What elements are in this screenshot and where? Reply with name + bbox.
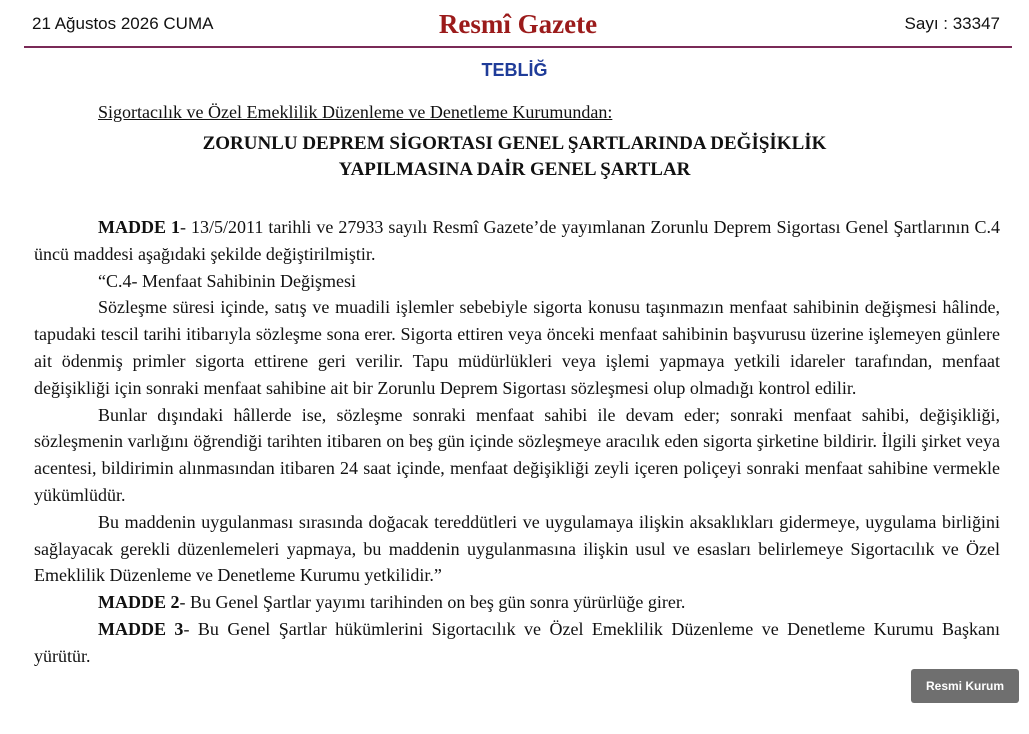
publication-date: 21 Ağustos 2026 CUMA bbox=[32, 14, 214, 33]
section-heading: TEBLİĞ bbox=[481, 60, 548, 80]
article-2-label: MADDE 2 bbox=[98, 592, 180, 613]
gazette-title: Resmî Gazete bbox=[438, 9, 598, 39]
issue-number: Sayı : 33347 bbox=[904, 14, 1000, 33]
article-3-label: MADDE 3 bbox=[98, 618, 184, 639]
article-1-text: - 13/5/2011 tarihli ve 27933 sayılı Resmî Gazete’de yayımlanan Zorunlu Deprem Sigortası Genel Şartlarının C.4 üncü maddesi aşağıdaki şekilde değiştirilmiştir. bbox=[34, 217, 1000, 264]
article-1-label: MADDE 1 bbox=[98, 217, 181, 237]
c4-paragraph-2: Bunlar dışındaki hâllerde ise, sözleşme sonraki menfaat sahibi ile devam eder; sonraki menfaat sahibi, değişikliği, sözleşmenin varlığını öğrendiği tarihten itibaren on beş gün içinde sözleşmeye aracılık eden sigorta şirketine bildirir. İlgili şirket veya acentesi, bildirimin alınmasından itibaren 24 saat içinde, menfaat değişikliği zeyli içeren poliçeyi sonraki menfaat sahibine vermekle yükümlüdür. bbox=[34, 404, 1000, 505]
article-3 bbox=[34, 616, 1000, 670]
article-2 bbox=[34, 589, 1000, 616]
issuing-authority: Sigortacılık ve Özel Emeklilik Düzenleme ve Denetleme Kurumundan: bbox=[98, 102, 613, 122]
c4-paragraph-3: Bu maddenin uygulanması sırasında doğacak tereddütleri ve uygulamaya ilişkin aksaklıkları gidermeye, uygulama birliğini sağlayacak gerekli düzenlemeleri yapmaya, bu maddenin uygulanmasına ilişkin usul ve esasları belirlemeye Sigortacılık ve Özel Emeklilik Düzenleme ve Denetleme Kurumu yetkilidir.” bbox=[34, 511, 1000, 586]
official-institution-badge[interactable]: Resmi Kurum bbox=[911, 669, 1019, 703]
document-body bbox=[34, 214, 1000, 670]
article-3-text: - Bu Genel Şartlar hükümlerini Sigortacılık ve Özel Emeklilik Düzenleme ve Denetleme Kurumu Başkanı yürütür. bbox=[34, 618, 1000, 666]
document-title bbox=[0, 131, 1029, 183]
document-title-line1: ZORUNLU DEPREM SİGORTASI GENEL ŞARTLARINDA DEĞİŞİKLİK bbox=[202, 133, 827, 154]
c4-paragraph-1: Sözleşme süresi içinde, satış ve muadili işlemler sebebiyle sigorta konusu taşınmazın menfaat sahibinin değişmesi hâlinde, tapudaki tescil tarihi itibarıyla sözleşme sona erer. Sigorta ettiren veya önceki menfaat sahibinin başvurusu üzerine işlemeyen günlere ait ödenmiş primler sigorta ettirene geri verilir. Tapu müdürlükleri veya işlemi yapmaya yetkili idareler tarafından, menfaat değişikliği için sonraki menfaat sahibine ait bir Zorunlu Deprem Sigortası sözleşmesi olup olmadığı kontrol edilir. bbox=[34, 297, 1000, 398]
c4-heading: “C.4- Menfaat Sahibinin Değişmesi bbox=[98, 270, 356, 291]
gazette-header bbox=[24, 0, 1012, 48]
document-title-line2: YAPILMASINA DAİR GENEL ŞARTLAR bbox=[338, 159, 691, 180]
article-2-text: - Bu Genel Şartlar yayımı tarihinden on beş gün sonra yürürlüğe girer. bbox=[179, 592, 686, 613]
article-1 bbox=[34, 214, 1000, 268]
